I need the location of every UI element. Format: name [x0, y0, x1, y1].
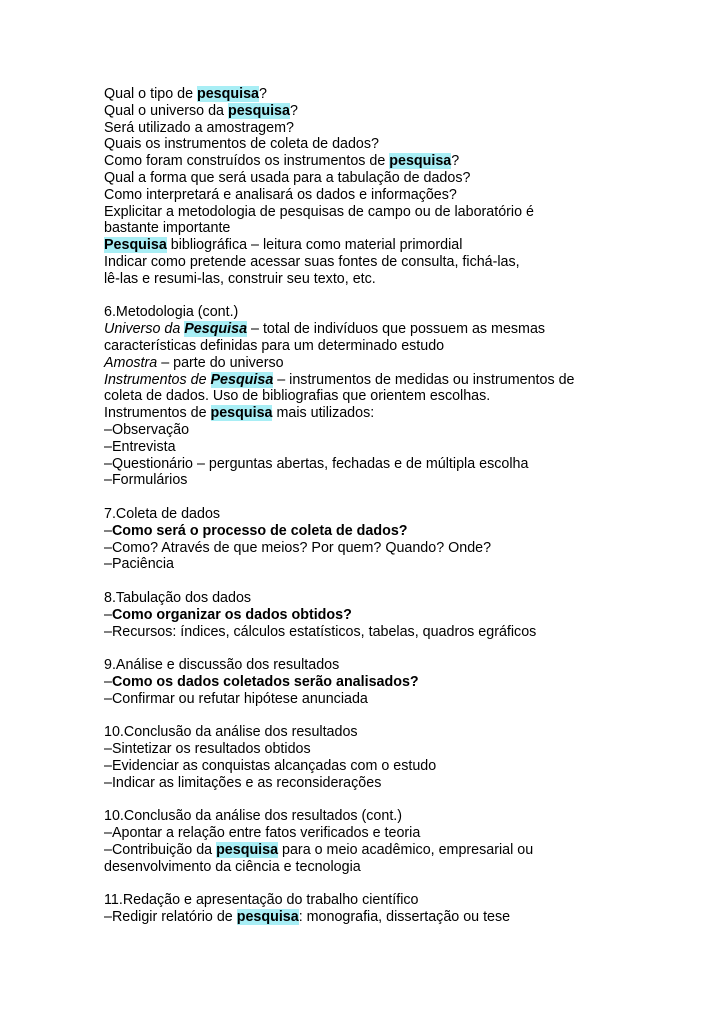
- search-highlight: pesquisa: [210, 405, 273, 422]
- section-6-line-6: Instrumentos de pesquisa mais utilizados:: [104, 405, 375, 422]
- search-highlight: pesquisa: [227, 102, 290, 119]
- section-10a-line-3: –Indicar as limitações e as reconsiderações: [104, 774, 382, 791]
- section-6-line-2: características definidas para um determinado estudo: [104, 337, 445, 354]
- search-highlight: pesquisa: [236, 909, 299, 926]
- section-6-line-1: Universo da Pesquisa – total de indivíduos que possuem as mesmas: [104, 321, 546, 338]
- intro-line-8: Explicitar a metodologia de pesquisas de campo ou de laboratório é: [104, 203, 534, 220]
- section-10a-title: 10.Conclusão da análise dos resultados: [104, 724, 358, 741]
- section-6-title: 6.Metodologia (cont.): [104, 304, 239, 321]
- section-6-line-7: –Observação: [104, 421, 190, 438]
- section-9-line-1: –Como os dados coletados serão analisados?: [104, 673, 419, 690]
- section-10b-title: 10.Conclusão da análise dos resultados (cont.): [104, 808, 403, 825]
- intro-line-4: Quais os instrumentos de coleta de dados?: [104, 136, 379, 153]
- section-10a-line-1: –Sintetizar os resultados obtidos: [104, 741, 311, 758]
- section-8-line-1: –Como organizar os dados obtidos?: [104, 606, 352, 623]
- intro-line-1: Qual o tipo de pesquisa?: [104, 86, 267, 102]
- section-7-line-3: –Paciência: [104, 556, 174, 573]
- section-7-line-2: –Como? Através de que meios? Por quem? Quando? Onde?: [104, 539, 492, 556]
- paragraph-gap: [104, 573, 704, 590]
- search-highlight: pesquisa: [216, 841, 279, 858]
- search-highlight: Pesquisa: [210, 371, 274, 388]
- section-6-line-9: –Questionário – perguntas abertas, fechadas e de múltipla escolha: [104, 455, 529, 472]
- intro-line-3: Será utilizado a amostragem?: [104, 119, 294, 136]
- search-highlight: Pesquisa: [184, 321, 248, 338]
- intro-line-10: Pesquisa bibliográfica – leitura como material primordial: [104, 237, 463, 254]
- search-highlight: pesquisa: [197, 86, 259, 102]
- intro-line-6: Qual a forma que será usada para a tabulação de dados?: [104, 169, 471, 186]
- section-7-title: 7.Coleta de dados: [104, 505, 221, 522]
- section-8-line-2: –Recursos: índices, cálculos estatísticos, tabelas, quadros egráficos: [104, 623, 537, 640]
- section-10b-line-1: –Apontar a relação entre fatos verificados e teoria: [104, 825, 421, 842]
- section-6-line-8: –Entrevista: [104, 438, 176, 455]
- section-6-line-5: coleta de dados. Uso de bibliografias que orientem escolhas.: [104, 388, 491, 405]
- intro-line-2: Qual o universo da pesquisa?: [104, 102, 298, 119]
- paragraph-gap: [104, 875, 704, 892]
- paragraph-gap: [104, 489, 704, 506]
- intro-line-5: Como foram construídos os instrumentos de pesquisa?: [104, 153, 460, 170]
- section-10a-line-2: –Evidenciar as conquistas alcançadas com o estudo: [104, 757, 437, 774]
- section-9-line-2: –Confirmar ou refutar hipótese anunciada: [104, 690, 368, 707]
- section-10b-line-3: desenvolvimento da ciência e tecnologia: [104, 858, 361, 875]
- paragraph-gap: [104, 707, 704, 724]
- intro-line-12: lê-las e resumi-las, construir seu texto, etc.: [104, 270, 376, 287]
- section-8-title: 8.Tabulação dos dados: [104, 589, 252, 606]
- section-6-line-4: Instrumentos de Pesquisa – instrumentos de medidas ou instrumentos de: [104, 371, 575, 388]
- paragraph-gap: [104, 791, 704, 808]
- paragraph-gap: [104, 288, 704, 305]
- section-7-line-1: –Como será o processo de coleta de dados?: [104, 522, 408, 539]
- section-6-line-3: Amostra – parte do universo: [104, 354, 284, 371]
- section-6-line-10: –Formulários: [104, 472, 188, 489]
- intro-line-7: Como interpretará e analisará os dados e informações?: [104, 186, 457, 203]
- section-11-line-1: –Redigir relatório de pesquisa: monografia, dissertação ou tese: [104, 909, 511, 926]
- section-11-title: 11.Redação e apresentação do trabalho científico: [104, 892, 419, 909]
- paragraph-gap: [104, 640, 704, 657]
- search-highlight: pesquisa: [389, 153, 452, 170]
- intro-line-9: bastante importante: [104, 220, 231, 237]
- section-9-title: 9.Análise e discussão dos resultados: [104, 657, 340, 674]
- intro-line-11: Indicar como pretende acessar suas fontes de consulta, fichá-las,: [104, 253, 520, 270]
- document-page: [104, 86, 704, 926]
- search-highlight: Pesquisa: [104, 237, 167, 254]
- section-10b-line-2: –Contribuição da pesquisa para o meio acadêmico, empresarial ou: [104, 841, 534, 858]
